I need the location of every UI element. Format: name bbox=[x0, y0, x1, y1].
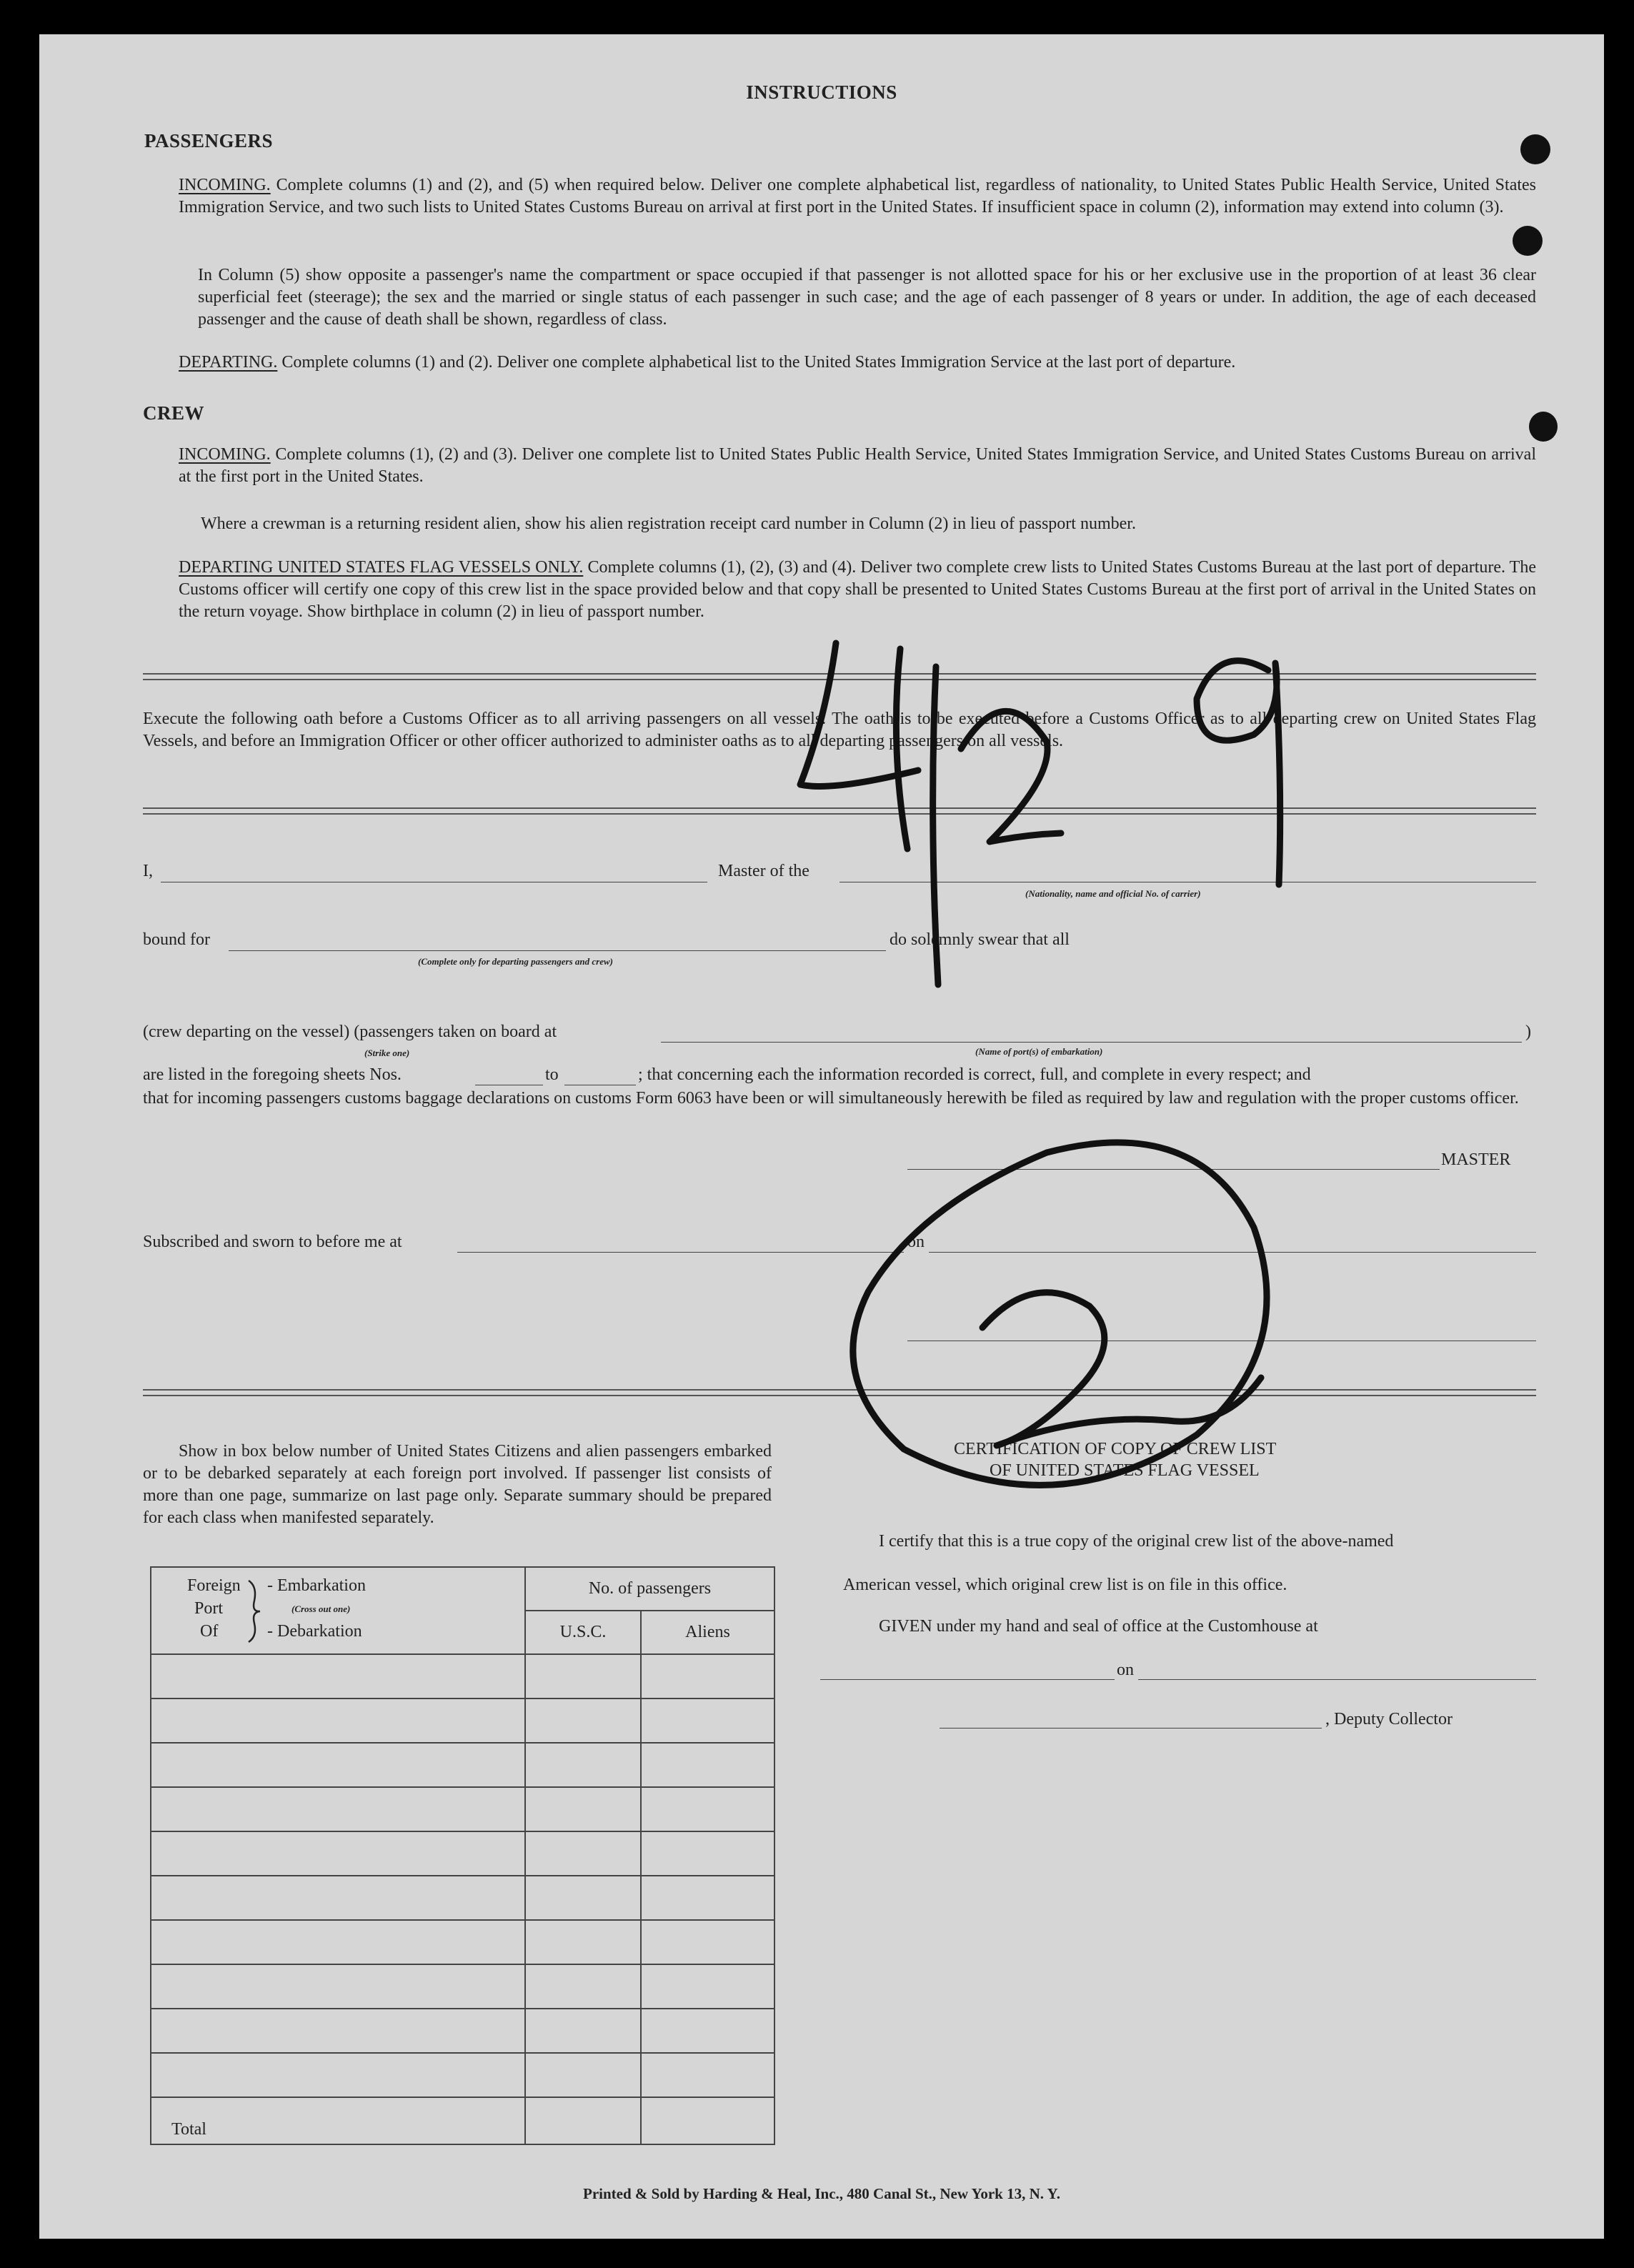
master-signature-label: MASTER bbox=[1441, 1150, 1511, 1169]
passengers-incoming-label: INCOMING. bbox=[179, 176, 271, 194]
printer-footer: Printed & Sold by Harding & Heal, Inc., 480 Canal St., New York 13, N. Y. bbox=[583, 2185, 1060, 2202]
col-aliens: Aliens bbox=[641, 1611, 774, 1654]
sheets-to-label: to bbox=[545, 1065, 559, 1084]
sheets-text: ; that concerning each the information recorded is correct, full, and complete in every respect; and bbox=[638, 1065, 1311, 1084]
col-foreign: Foreign bbox=[187, 1576, 241, 1595]
subscribed-on-label: on bbox=[907, 1233, 925, 1251]
cert-given-text: GIVEN under my hand and seal of office at the Customhouse at bbox=[879, 1617, 1318, 1636]
subscribed-label: Subscribed and sworn to before me at bbox=[143, 1233, 402, 1251]
passengers-incoming-text: Complete columns (1) and (2), and (5) when required below. Deliver one complete alphabetical list, regardless of nationality, to United States Public Health Service, United States Immigration Service, and two such lists to United States Customs Bureau on arrival at first port in the United States. If insufficient space in column (2), information may extend into column (3). bbox=[179, 176, 1537, 217]
oath-intro: Execute the following oath before a Customs Officer as to all arriving passengers on all vessels. The oath is to be executed before a Customs Officer as to all departing crew on United States Flag Vessels, and before an Immigration Officer or other officer authorized to administer oaths as to all departing passengers on all vessels. bbox=[143, 710, 1536, 750]
cert-vessel-text: American vessel, which original crew list is on file in this office. bbox=[843, 1576, 1287, 1594]
cert-title-line2: OF UNITED STATES FLAG VESSEL bbox=[990, 1461, 1260, 1480]
page-title: INSTRUCTIONS bbox=[746, 81, 897, 103]
master-of-label: Master of the bbox=[718, 862, 809, 880]
crew-incoming-label: INCOMING. bbox=[179, 445, 271, 464]
col-passengers: No. of passengers bbox=[525, 1567, 774, 1611]
summary-instructions: Show in box below number of United States Citizens and alien passengers embarked or to be debarked separately at each foreign port involved. If passenger list consists of more than one page, summarize on last page only. Separate summary should be prepared for each class when manifested separately. bbox=[143, 1442, 772, 1527]
passengers-heading: PASSENGERS bbox=[144, 130, 274, 151]
deputy-collector-label: , Deputy Collector bbox=[1325, 1710, 1453, 1729]
baggage-text: that for incoming passengers customs baggage declarations on customs Form 6063 have been or will simultaneously herewith be filed as required by law and regulation with the proper customs officer. bbox=[143, 1089, 1519, 1108]
cert-title-line1: CERTIFICATION OF COPY OF CREW LIST bbox=[954, 1440, 1277, 1458]
crew-incoming-text: Complete columns (1), (2) and (3). Deliver one complete list to United States Public Health Service, United States Immigration Service, and United States Customs Bureau on arrival at the first port in the United States. bbox=[179, 445, 1536, 486]
handwritten-number bbox=[39, 34, 1604, 2239]
oath-i-label: I, bbox=[143, 862, 153, 880]
close-paren: ) bbox=[1525, 1023, 1531, 1041]
strike-one-caption: (Strike one) bbox=[364, 1048, 410, 1058]
total-label: Total bbox=[151, 2097, 525, 2144]
crew-departing-label: (crew departing on the vessel) (passengers taken on board at bbox=[143, 1023, 557, 1041]
sheets-label: are listed in the foregoing sheets Nos. bbox=[143, 1065, 402, 1084]
crew-departing-label: DEPARTING UNITED STATES FLAG VESSELS ONLY. bbox=[179, 558, 584, 577]
cert-on-label: on bbox=[1117, 1661, 1134, 1679]
col-debarkation: - Debarkation bbox=[267, 1622, 362, 1641]
cert-certify-text: I certify that this is a true copy of the original crew list of the above-named bbox=[879, 1532, 1394, 1551]
crew-heading: CREW bbox=[143, 402, 205, 424]
col-cross-out: (Cross out one) bbox=[292, 1603, 351, 1614]
bound-for-caption: (Complete only for departing passengers and crew) bbox=[418, 956, 613, 967]
crew-resident-paragraph: Where a crewman is a returning resident alien, show his alien registration receipt card number in Column (2) in lieu of passport number. bbox=[201, 514, 1136, 533]
col-embarkation: - Embarkation bbox=[267, 1576, 366, 1595]
form-page bbox=[39, 34, 1604, 2239]
crew-departing-text: Complete columns (1), (2), (3) and (4). Deliver two complete crew lists to United States Customs Bureau at the last port of departure. The Customs officer will certify one copy of this crew list in the space provided below and that copy shall be presented to United States Customs Bureau at the first port of arrival in the United States on the return voyage. Show birthplace in column (2) in lieu of passport number. bbox=[179, 558, 1536, 621]
ports-caption: (Name of port(s) of embarkation) bbox=[975, 1046, 1103, 1057]
passengers-departing-text: Complete columns (1) and (2). Deliver one complete alphabetical list to the United States Immigration Service at the last port of departure. bbox=[282, 353, 1236, 372]
col-of: Of bbox=[200, 1622, 219, 1641]
col-usc: U.S.C. bbox=[525, 1611, 641, 1654]
passengers-departing-label: DEPARTING. bbox=[179, 353, 278, 372]
bound-for-label: bound for bbox=[143, 930, 210, 949]
column5-paragraph: In Column (5) show opposite a passenger's name the compartment or space occupied if that passenger is not allotted space for his or her exclusive use in the proportion of at least 36 clear superficial feet (steerage); the sex and the married or single status of each passenger in such case; and the age of each passenger of 8 years or under. In addition, the age of each deceased passenger and the cause of death shall be shown, regardless of class. bbox=[198, 266, 1536, 329]
master-of-caption: (Nationality, name and official No. of carrier) bbox=[1025, 888, 1201, 899]
swear-label: do solemnly swear that all bbox=[890, 930, 1070, 949]
col-port: Port bbox=[194, 1599, 224, 1618]
